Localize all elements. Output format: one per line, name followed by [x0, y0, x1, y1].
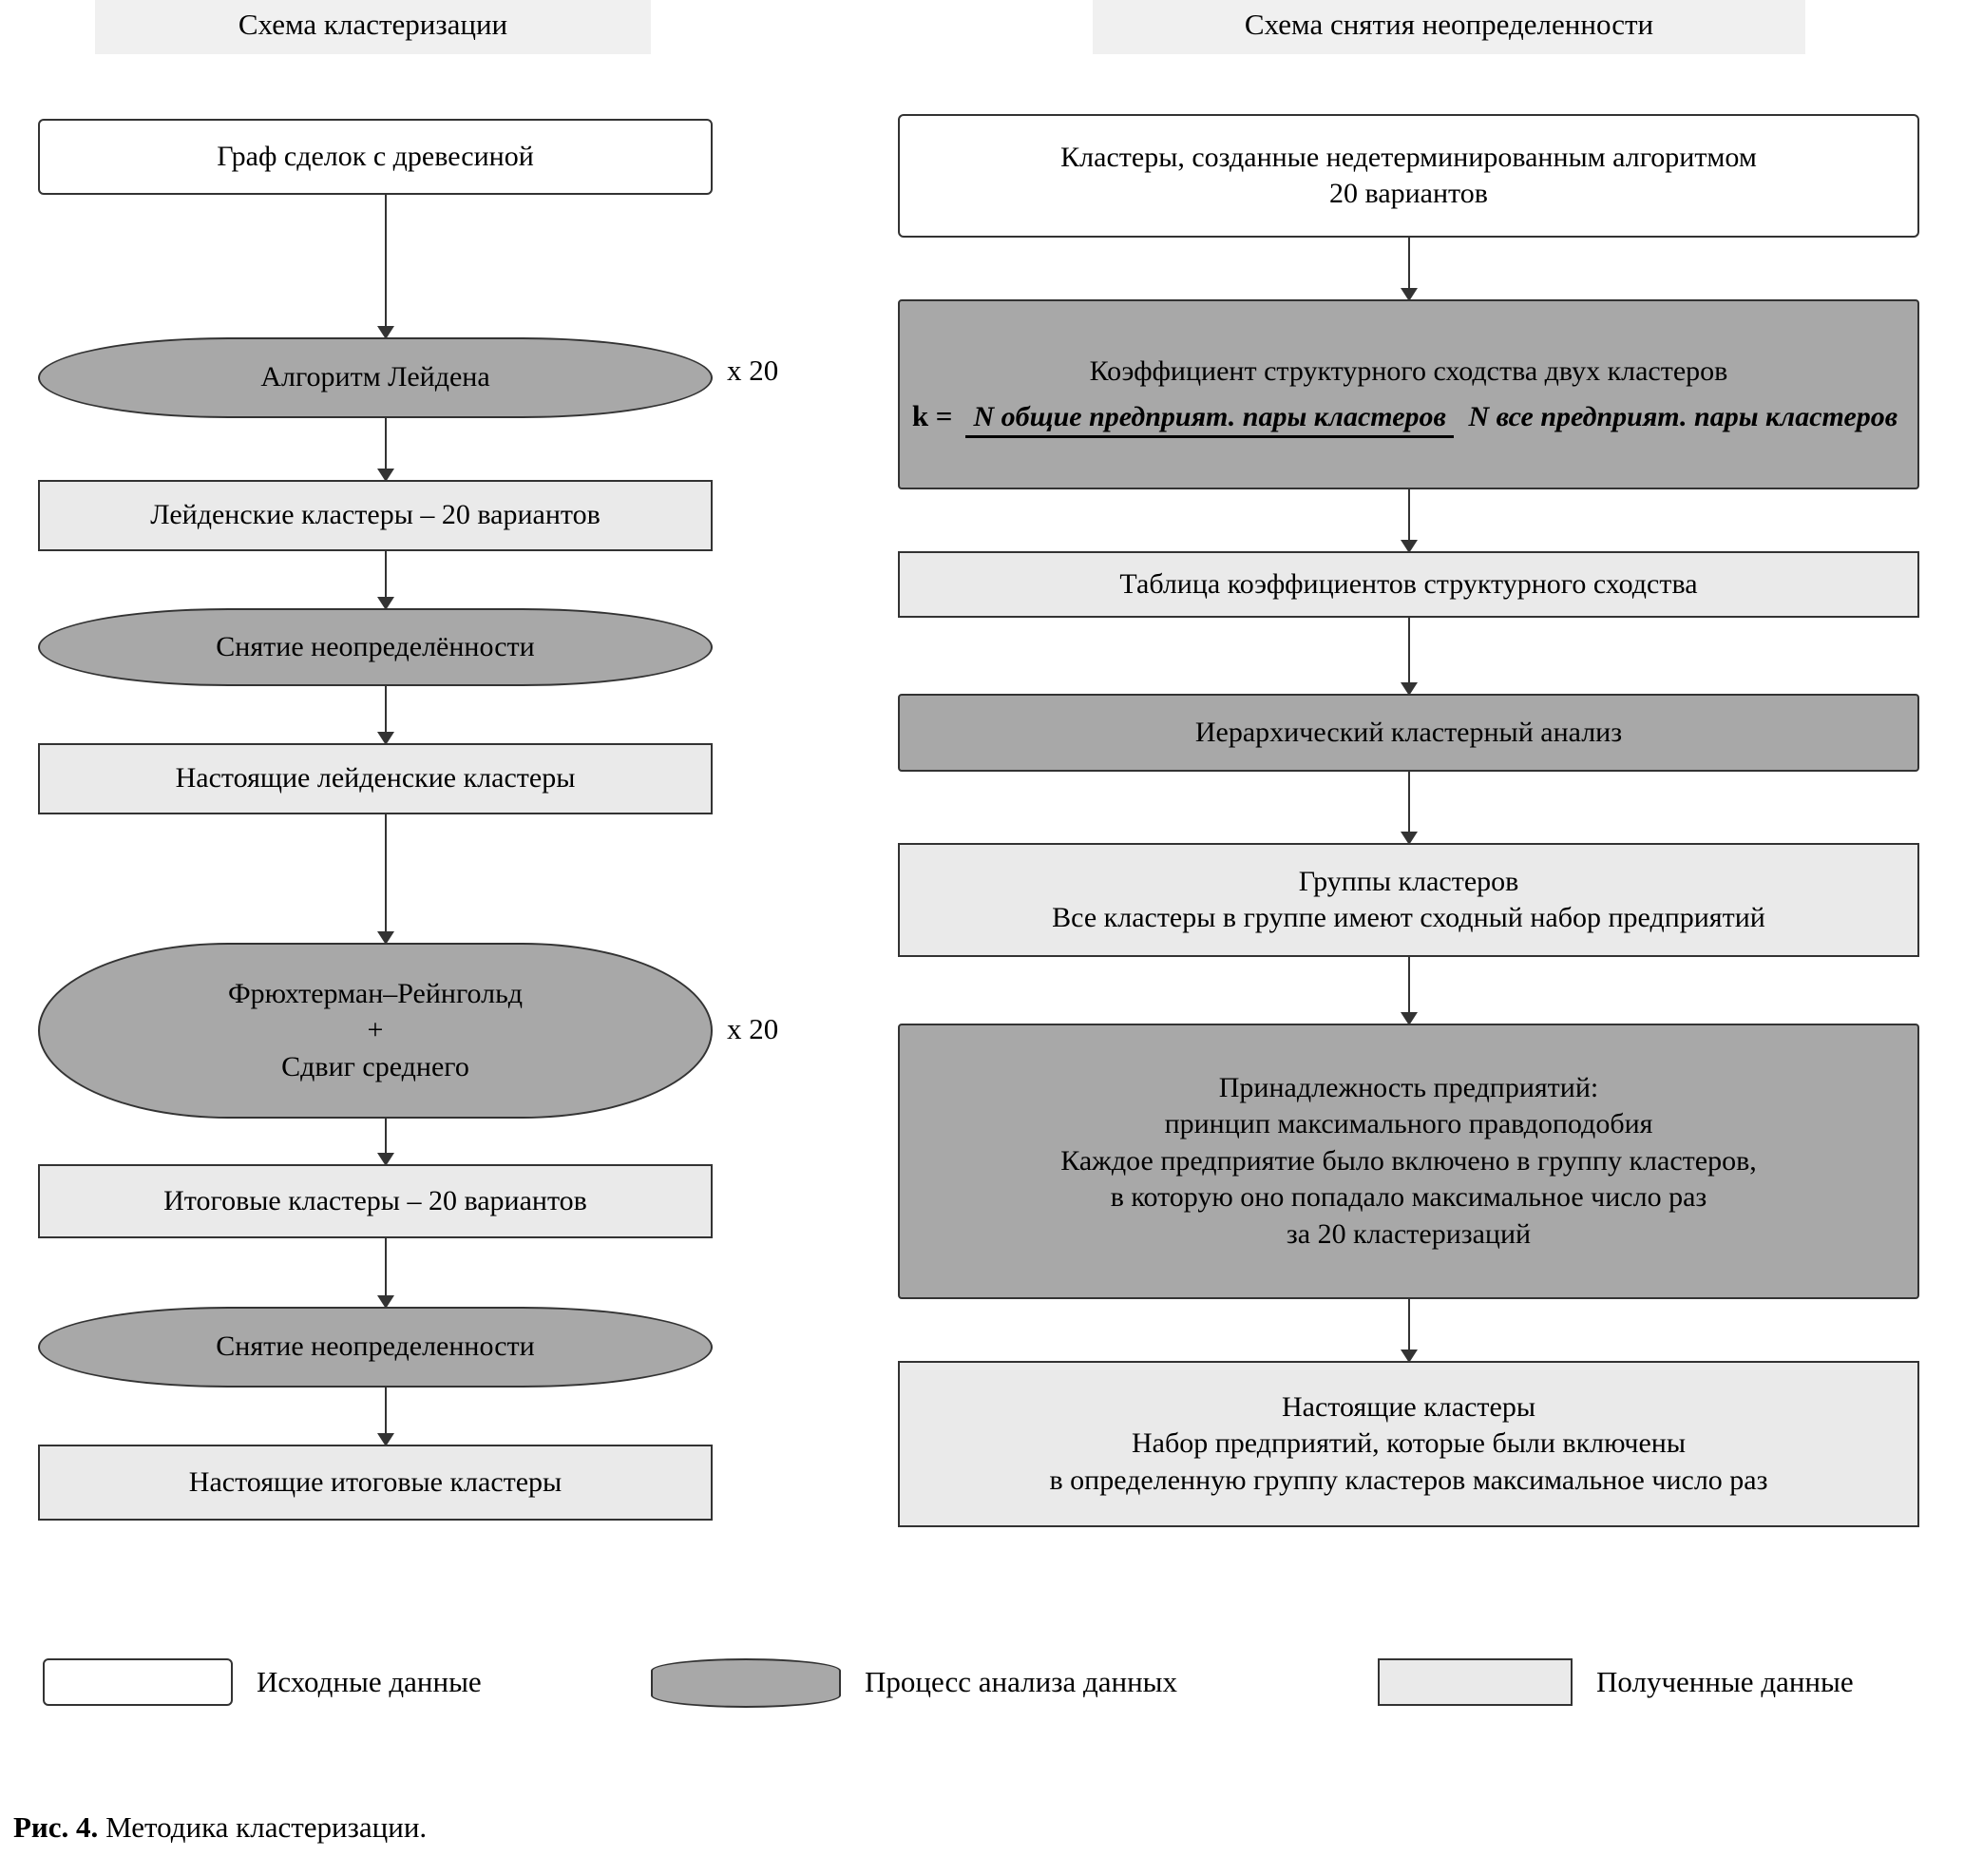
- node-real-final-clusters: [38, 1445, 713, 1521]
- node-final-clusters-label: Итоговые кластеры – 20 вариантов: [163, 1184, 587, 1216]
- legend-label-source: Исходные данные: [257, 1665, 482, 1698]
- node-uncertainty-removal-2-label: Снятие неопределенности: [216, 1330, 535, 1363]
- node-leiden-algorithm: [38, 337, 713, 418]
- node-enterprise-belonging-line2: принцип максимального правдоподобия: [1164, 1108, 1653, 1140]
- node-cluster-groups: [898, 843, 1919, 957]
- node-enterprise-belonging-line3: Каждое предприятие было включено в группу кластеров,: [1060, 1144, 1757, 1177]
- node-real-clusters-line1: Настоящие кластеры: [1282, 1390, 1535, 1423]
- legend-label-process: Процесс анализа данных: [865, 1665, 1178, 1698]
- legend-label-result: Полученные данные: [1596, 1665, 1854, 1698]
- node-structural-similarity-title: Коэффициент структурного сходства двух кластеров: [1089, 354, 1728, 387]
- multiplier-fruchterman: х 20: [727, 1012, 779, 1045]
- formula-k-label: k =: [911, 399, 953, 433]
- node-leiden-clusters: [38, 480, 713, 551]
- legend-swatch-source: [43, 1658, 233, 1706]
- legend-swatch-result: [1378, 1658, 1573, 1706]
- arrow-uncert1-to-real-leiden: [385, 686, 387, 743]
- left-column-header: Схема кластеризации: [95, 0, 651, 54]
- node-uncertainty-removal-1-label: Снятие неопределённости: [216, 630, 535, 662]
- node-real-clusters-line2: Набор предприятий, которые были включены: [1132, 1427, 1686, 1460]
- arrow-groups-to-belonging: [1408, 957, 1410, 1024]
- node-cluster-groups-line2: Все кластеры в группе имеют сходный набор предприятий: [1052, 902, 1765, 933]
- figure-caption-label: Рис. 4.: [13, 1810, 99, 1844]
- right-column-header: Схема снятия неопределенности: [1093, 0, 1805, 54]
- node-structural-similarity-coefficient: [898, 299, 1919, 489]
- node-enterprise-belonging-line1: Принадлежность предприятий:: [1218, 1072, 1599, 1104]
- arrow-clusters-to-coef: [1408, 238, 1410, 299]
- arrow-coef-to-table: [1408, 489, 1410, 551]
- node-nondeterministic-clusters: [898, 114, 1919, 238]
- formula-numerator: N общие предприят. пары кластеров: [965, 401, 1453, 438]
- node-uncertainty-removal-1: [38, 608, 713, 686]
- node-uncertainty-removal-2: [38, 1307, 713, 1388]
- node-enterprise-belonging: [898, 1024, 1919, 1299]
- arrow-uncert2-to-real-final: [385, 1388, 387, 1445]
- node-fruchterman-meanshift-line3: Сдвиг среднего: [281, 1050, 469, 1082]
- node-real-leiden-clusters: [38, 743, 713, 814]
- node-real-clusters: [898, 1361, 1919, 1527]
- node-graph-sdelok-label: Граф сделок с древесиной: [217, 140, 534, 172]
- arrow-final-clusters-to-uncert2: [385, 1238, 387, 1307]
- legend-swatch-process: [651, 1658, 841, 1708]
- node-real-leiden-clusters-label: Настоящие лейденские кластеры: [175, 762, 576, 794]
- node-cluster-groups-line1: Группы кластеров: [1298, 865, 1519, 897]
- node-fruchterman-meanshift-line2: +: [367, 1014, 384, 1046]
- node-fruchterman-meanshift-line1: Фрюхтерман–Рейнгольд: [227, 977, 524, 1009]
- node-real-final-clusters-label: Настоящие итоговые кластеры: [188, 1465, 563, 1498]
- formula-denominator: N все предприят. пары кластеров: [1468, 400, 1898, 432]
- node-enterprise-belonging-line4: в которую оно попадало максимальное число раз: [1110, 1181, 1707, 1214]
- node-nondeterministic-clusters-line1: Кластеры, созданные недетерминированным алгоритмом: [1060, 141, 1757, 173]
- arrow-hierarchical-to-groups: [1408, 772, 1410, 843]
- multiplier-leiden: х 20: [727, 354, 779, 387]
- node-coefficient-table: [898, 551, 1919, 618]
- node-hierarchical-cluster-analysis-label: Иерархический кластерный анализ: [1194, 716, 1623, 748]
- formula-fraction: [965, 398, 1905, 435]
- structural-similarity-formula: [912, 397, 1905, 435]
- node-final-clusters: [38, 1164, 713, 1238]
- arrow-leiden-to-clusters: [385, 418, 387, 480]
- node-enterprise-belonging-line5: за 20 кластеризаций: [1286, 1217, 1532, 1250]
- figure-caption: [13, 1810, 427, 1845]
- arrow-real-leiden-to-fr: [385, 814, 387, 943]
- node-graph-sdelok: [38, 119, 713, 195]
- arrow-belonging-to-real-clusters: [1408, 1299, 1410, 1361]
- arrow-table-to-hierarchical: [1408, 618, 1410, 694]
- arrow-fr-to-final-clusters: [385, 1119, 387, 1164]
- node-hierarchical-cluster-analysis: [898, 694, 1919, 772]
- node-real-clusters-line3: в определенную группу кластеров максимальное число раз: [1049, 1464, 1768, 1496]
- node-fruchterman-meanshift: [38, 943, 713, 1119]
- arrow-graph-to-leiden: [385, 195, 387, 337]
- node-nondeterministic-clusters-line2: 20 вариантов: [1329, 178, 1488, 209]
- node-leiden-algorithm-label: Алгоритм Лейдена: [260, 361, 490, 393]
- node-leiden-clusters-label: Лейденские кластеры – 20 вариантов: [150, 499, 601, 531]
- node-coefficient-table-label: Таблица коэффициентов структурного сходства: [1119, 567, 1698, 600]
- arrow-clusters-to-uncert1: [385, 551, 387, 608]
- figure-caption-text: Методика кластеризации.: [98, 1810, 428, 1844]
